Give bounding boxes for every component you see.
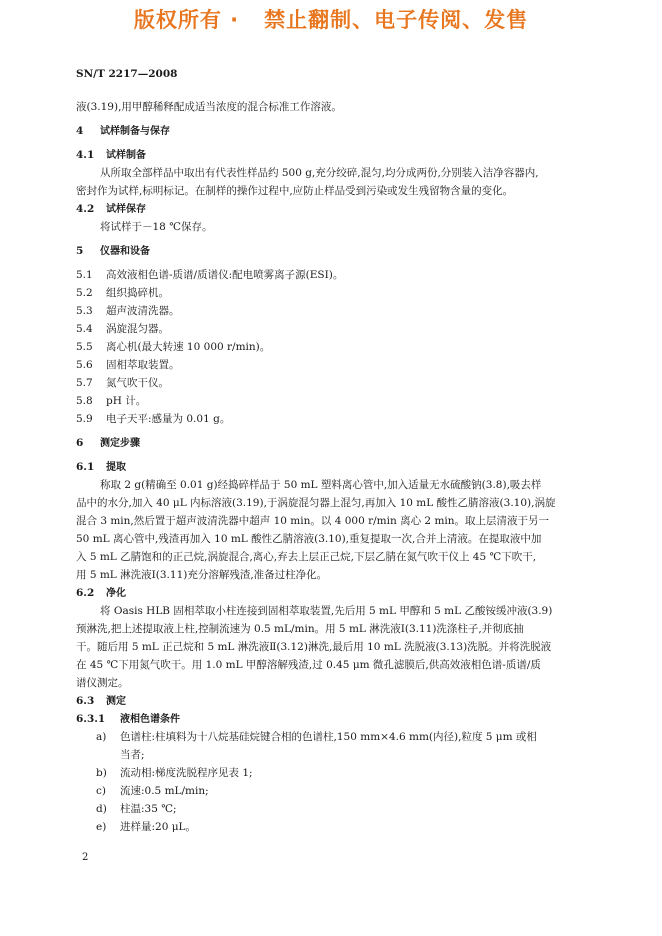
paragraph-line: 用 5 mL 淋洗液Ⅰ(3.11)充分溶解残渣,准备过柱净化。 [76, 569, 328, 581]
page-number: 2 [82, 852, 89, 863]
paragraph-line: 从所取全部样品中取出有代表性样品约 500 g,充分绞碎,混匀,均分成两份,分别装入洁净容器内, [100, 167, 539, 179]
paragraph-line: 混合 3 min,然后置于超声波清洗器中超声 10 min。以 4 000 r/min 离心 2 min。取上层清液于另一 [76, 515, 550, 527]
list-item: b) 流动相:梯度洗脱程序见表 1; [96, 767, 253, 779]
list-item-continuation: 当者; [120, 749, 145, 761]
paragraph-line: 入 5 mL 乙腈饱和的正己烷,涡旋混合,离心,弃去上层正己烷,下层乙腈在氮气吹干仪上 45 ℃下吹干, [76, 551, 537, 563]
paragraph-line: 密封作为试样,标明标记。在制样的操作过程中,应防止样品受到污染或发生残留物含量的变化。 [76, 185, 514, 197]
paragraph-line: 50 mL 离心管中,残渣再加入 10 mL 酸性乙腈溶液(3.10),重复提取一次,合并上清液。在提取液中加 [76, 533, 542, 545]
list-item: e) 进样量:20 μL。 [96, 821, 197, 833]
paragraph-line: 将试样于－18 ℃保存。 [100, 221, 213, 233]
paragraph-line: 将 Oasis HLB 固相萃取小柱连接到固相萃取装置,先后用 5 mL 甲醇和 5 mL 乙酸铵缓冲液(3.9) [100, 605, 553, 617]
document-number: SN/T 2217—2008 [76, 68, 178, 80]
paragraph-line: 干。随后用 5 mL 正己烷和 5 mL 淋洗液Ⅱ(3.12)淋洗,最后用 10 mL 洗脱液(3.13)洗脱。并将洗脱液 [76, 641, 552, 653]
section-6-1-heading: 6.1 提取 [76, 461, 126, 473]
list-item: 5.9 电子天平:感量为 0.01 g。 [76, 413, 231, 425]
list-item: 5.8 pH 计。 [76, 395, 147, 407]
section-4-1-heading: 4.1 试样制备 [76, 149, 146, 161]
list-item: 5.5 离心机(最大转速 10 000 r/min)。 [76, 341, 271, 353]
list-item: c) 流速:0.5 mL/min; [96, 785, 209, 797]
paragraph-line: 品中的水分,加入 40 μL 内标溶液(3.19),于涡旋混匀器上混匀,再加入 10 mL 酸性乙腈溶液(3.10),涡旋 [76, 497, 556, 509]
copyright-watermark: 版权所有 · 禁止翻制、电子传阅、发售 [133, 8, 529, 32]
list-item: 5.1 高效液相色谱-质谱/质谱仪:配电喷雾离子源(ESI)。 [76, 269, 344, 281]
paragraph-line: 在 45 ℃下用氮气吹干。用 1.0 mL 甲醇溶解残渣,过 0.45 μm 微孔滤膜后,供高效液相色谱-质谱/质 [76, 659, 541, 671]
list-item: 5.4 涡旋混匀器。 [76, 323, 169, 335]
list-item: a) 色谱柱:柱填料为十八烷基硅烷键合相的色谱柱,150 mm×4.6 mm(内径),粒度 5 μm 或相 [96, 731, 537, 743]
section-6-heading: 6 测定步骤 [76, 437, 140, 449]
paragraph-line: 液(3.19),用甲醇稀释配成适当浓度的混合标准工作溶液。 [76, 101, 342, 113]
list-item: d) 柱温:35 ℃; [96, 803, 177, 815]
list-item: 5.7 氮气吹干仪。 [76, 377, 169, 389]
list-item: 5.6 固相萃取装置。 [76, 359, 180, 371]
document-body [76, 98, 588, 836]
section-6-3-1-heading: 6.3.1 液相色谱条件 [76, 713, 180, 725]
section-4-2-heading: 4.2 试样保存 [76, 203, 146, 215]
section-6-3-heading: 6.3 测定 [76, 695, 126, 707]
paragraph-line: 预淋洗,把上述提取液上柱,控制流速为 0.5 mL/min。用 5 mL 淋洗液Ⅰ(3.11)洗涤柱子,并彻底抽 [76, 623, 524, 635]
list-item: 5.2 组织捣碎机。 [76, 287, 169, 299]
list-item: 5.3 超声波清洗器。 [76, 305, 180, 317]
section-4-heading: 4 试样制备与保存 [76, 125, 170, 137]
section-6-2-heading: 6.2 净化 [76, 587, 126, 599]
paragraph-line: 称取 2 g(精确至 0.01 g)经捣碎样品于 50 mL 塑料离心管中,加入适量无水硫酸钠(3.8),吸去样 [100, 479, 542, 491]
paragraph-line: 谱仪测定。 [76, 677, 129, 689]
section-5-heading: 5 仪器和设备 [76, 245, 150, 257]
